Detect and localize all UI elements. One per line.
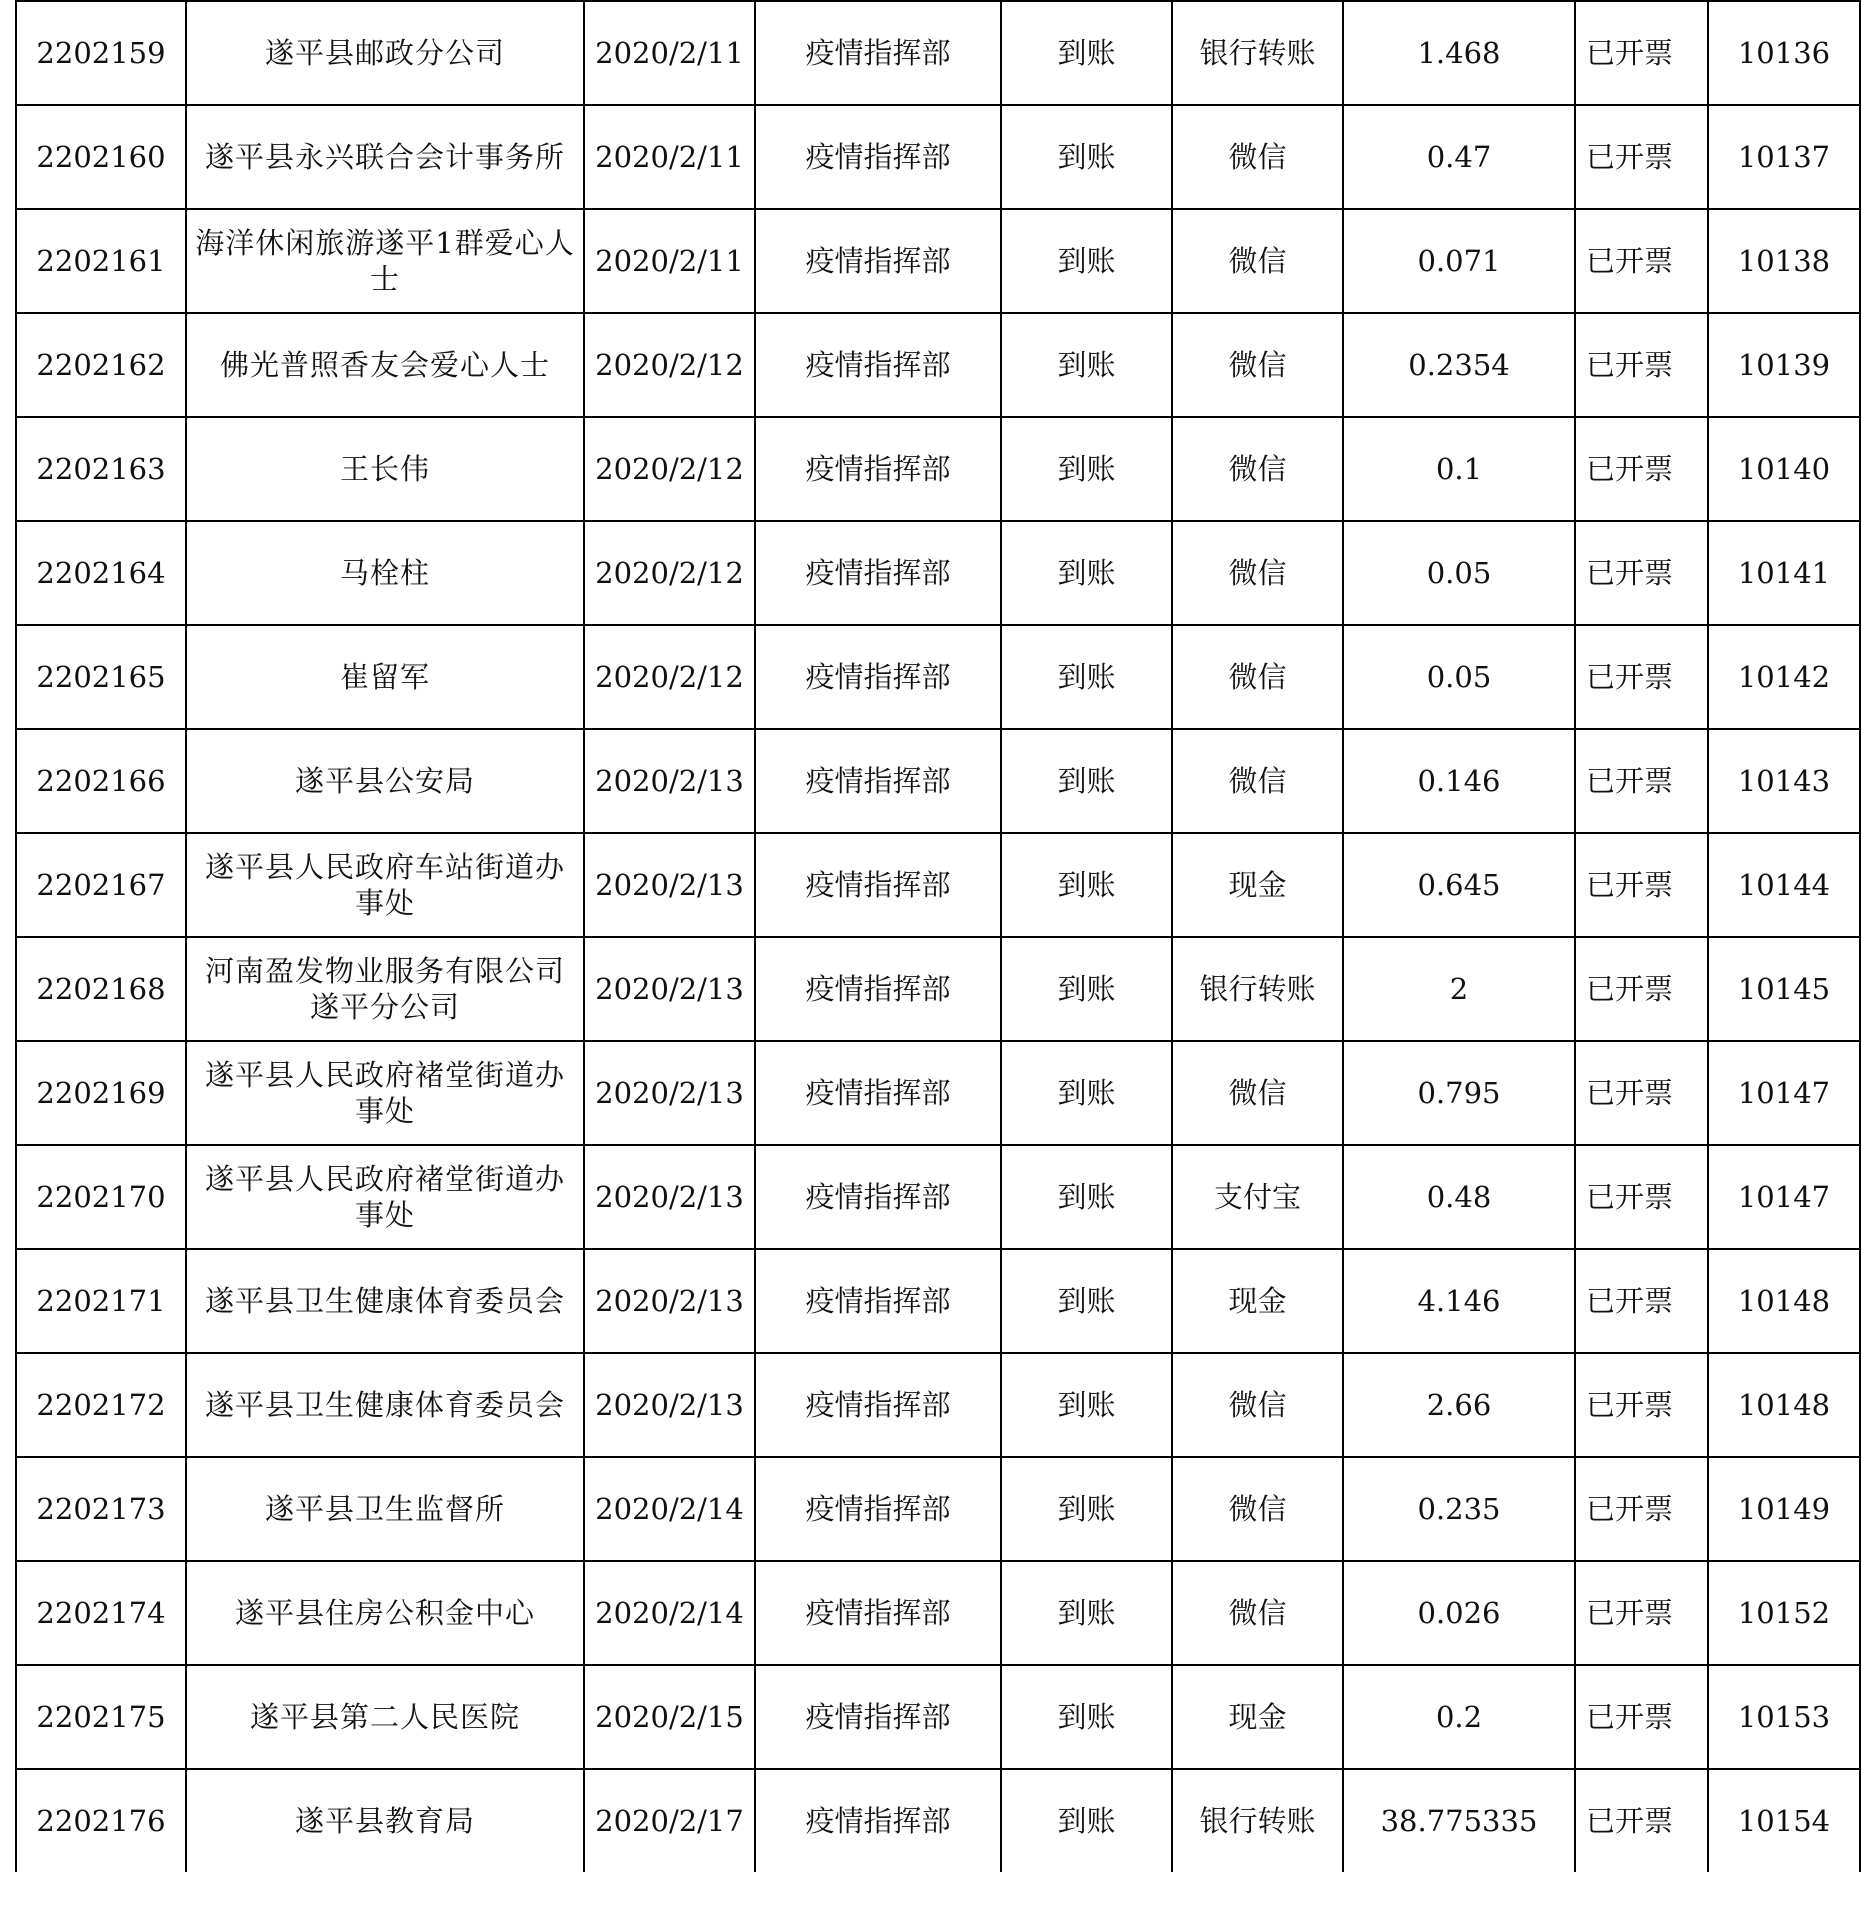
record-id-cell: 2202175 [16, 1665, 186, 1769]
invoice-status-cell: 已开票 [1575, 209, 1708, 313]
date-cell: 2020/2/15 [584, 1665, 755, 1769]
date-cell: 2020/2/13 [584, 1353, 755, 1457]
invoice-status-cell: 已开票 [1575, 1665, 1708, 1769]
table-row [16, 209, 1860, 313]
payment-method-cell: 微信 [1172, 1457, 1343, 1561]
donor-name-cell: 遂平县永兴联合会计事务所 [186, 105, 584, 209]
date-cell: 2020/2/14 [584, 1561, 755, 1665]
invoice-status-cell: 已开票 [1575, 521, 1708, 625]
receipt-number-cell: 10154 [1708, 1769, 1860, 1872]
department-cell: 疫情指挥部 [755, 729, 1001, 833]
donor-name-cell: 海洋休闲旅游遂平1群爱心人士 [186, 209, 584, 313]
table-row [16, 1561, 1860, 1665]
invoice-status-cell: 已开票 [1575, 417, 1708, 521]
invoice-status-cell: 已开票 [1575, 937, 1708, 1041]
payment-method-cell: 微信 [1172, 521, 1343, 625]
table-row [16, 1457, 1860, 1561]
amount-cell: 0.235 [1343, 1457, 1575, 1561]
amount-cell: 0.48 [1343, 1145, 1575, 1249]
date-cell: 2020/2/13 [584, 729, 755, 833]
record-id-cell: 2202170 [16, 1145, 186, 1249]
department-cell: 疫情指挥部 [755, 1145, 1001, 1249]
record-id-cell: 2202161 [16, 209, 186, 313]
donor-name-cell: 遂平县人民政府车站街道办事处 [186, 833, 584, 937]
amount-cell: 2.66 [1343, 1353, 1575, 1457]
department-cell: 疫情指挥部 [755, 1041, 1001, 1145]
record-id-cell: 2202173 [16, 1457, 186, 1561]
date-cell: 2020/2/17 [584, 1769, 755, 1872]
record-id-cell: 2202166 [16, 729, 186, 833]
status-cell: 到账 [1001, 209, 1172, 313]
status-cell: 到账 [1001, 729, 1172, 833]
amount-cell: 4.146 [1343, 1249, 1575, 1353]
table-row [16, 313, 1860, 417]
amount-cell: 0.1 [1343, 417, 1575, 521]
status-cell: 到账 [1001, 937, 1172, 1041]
invoice-status-cell: 已开票 [1575, 1457, 1708, 1561]
payment-method-cell: 银行转账 [1172, 1769, 1343, 1872]
invoice-status-cell: 已开票 [1575, 1249, 1708, 1353]
payment-method-cell: 微信 [1172, 625, 1343, 729]
receipt-number-cell: 10153 [1708, 1665, 1860, 1769]
receipt-number-cell: 10144 [1708, 833, 1860, 937]
record-id-cell: 2202164 [16, 521, 186, 625]
record-id-cell: 2202167 [16, 833, 186, 937]
department-cell: 疫情指挥部 [755, 521, 1001, 625]
receipt-number-cell: 10152 [1708, 1561, 1860, 1665]
record-id-cell: 2202171 [16, 1249, 186, 1353]
receipt-number-cell: 10140 [1708, 417, 1860, 521]
record-id-cell: 2202176 [16, 1769, 186, 1872]
table-row [16, 833, 1860, 937]
payment-method-cell: 银行转账 [1172, 937, 1343, 1041]
amount-cell: 0.2 [1343, 1665, 1575, 1769]
table-row [16, 1, 1860, 105]
receipt-number-cell: 10143 [1708, 729, 1860, 833]
date-cell: 2020/2/11 [584, 105, 755, 209]
status-cell: 到账 [1001, 313, 1172, 417]
receipt-number-cell: 10148 [1708, 1353, 1860, 1457]
department-cell: 疫情指挥部 [755, 417, 1001, 521]
record-id-cell: 2202159 [16, 1, 186, 105]
payment-method-cell: 现金 [1172, 833, 1343, 937]
status-cell: 到账 [1001, 105, 1172, 209]
date-cell: 2020/2/12 [584, 313, 755, 417]
status-cell: 到账 [1001, 625, 1172, 729]
invoice-status-cell: 已开票 [1575, 313, 1708, 417]
status-cell: 到账 [1001, 1457, 1172, 1561]
department-cell: 疫情指挥部 [755, 313, 1001, 417]
status-cell: 到账 [1001, 1665, 1172, 1769]
donor-name-cell: 遂平县邮政分公司 [186, 1, 584, 105]
date-cell: 2020/2/11 [584, 1, 755, 105]
table-row [16, 1249, 1860, 1353]
department-cell: 疫情指挥部 [755, 937, 1001, 1041]
table-body [16, 1, 1860, 1872]
donor-name-cell: 遂平县卫生监督所 [186, 1457, 584, 1561]
status-cell: 到账 [1001, 1353, 1172, 1457]
donor-name-cell: 遂平县第二人民医院 [186, 1665, 584, 1769]
receipt-number-cell: 10142 [1708, 625, 1860, 729]
record-id-cell: 2202174 [16, 1561, 186, 1665]
receipt-number-cell: 10138 [1708, 209, 1860, 313]
date-cell: 2020/2/11 [584, 209, 755, 313]
amount-cell: 0.071 [1343, 209, 1575, 313]
payment-method-cell: 现金 [1172, 1665, 1343, 1769]
amount-cell: 0.795 [1343, 1041, 1575, 1145]
date-cell: 2020/2/13 [584, 1145, 755, 1249]
donor-name-cell: 河南盈发物业服务有限公司遂平分公司 [186, 937, 584, 1041]
receipt-number-cell: 10141 [1708, 521, 1860, 625]
table-row [16, 1041, 1860, 1145]
department-cell: 疫情指挥部 [755, 833, 1001, 937]
payment-method-cell: 微信 [1172, 1353, 1343, 1457]
donor-name-cell: 遂平县公安局 [186, 729, 584, 833]
table-row [16, 105, 1860, 209]
amount-cell: 0.146 [1343, 729, 1575, 833]
receipt-number-cell: 10147 [1708, 1145, 1860, 1249]
payment-method-cell: 微信 [1172, 209, 1343, 313]
invoice-status-cell: 已开票 [1575, 105, 1708, 209]
record-id-cell: 2202169 [16, 1041, 186, 1145]
record-id-cell: 2202163 [16, 417, 186, 521]
date-cell: 2020/2/13 [584, 833, 755, 937]
status-cell: 到账 [1001, 1561, 1172, 1665]
payment-method-cell: 微信 [1172, 729, 1343, 833]
department-cell: 疫情指挥部 [755, 1, 1001, 105]
payment-method-cell: 微信 [1172, 417, 1343, 521]
table-row [16, 521, 1860, 625]
department-cell: 疫情指挥部 [755, 1561, 1001, 1665]
date-cell: 2020/2/13 [584, 937, 755, 1041]
payment-method-cell: 微信 [1172, 105, 1343, 209]
payment-method-cell: 银行转账 [1172, 1, 1343, 105]
invoice-status-cell: 已开票 [1575, 1, 1708, 105]
receipt-number-cell: 10147 [1708, 1041, 1860, 1145]
amount-cell: 38.775335 [1343, 1769, 1575, 1872]
amount-cell: 0.05 [1343, 521, 1575, 625]
date-cell: 2020/2/12 [584, 417, 755, 521]
department-cell: 疫情指挥部 [755, 1457, 1001, 1561]
department-cell: 疫情指挥部 [755, 1353, 1001, 1457]
receipt-number-cell: 10139 [1708, 313, 1860, 417]
invoice-status-cell: 已开票 [1575, 1145, 1708, 1249]
donor-name-cell: 遂平县教育局 [186, 1769, 584, 1872]
receipt-number-cell: 10137 [1708, 105, 1860, 209]
department-cell: 疫情指挥部 [755, 105, 1001, 209]
amount-cell: 1.468 [1343, 1, 1575, 105]
status-cell: 到账 [1001, 417, 1172, 521]
status-cell: 到账 [1001, 1041, 1172, 1145]
table-row [16, 417, 1860, 521]
amount-cell: 2 [1343, 937, 1575, 1041]
donor-name-cell: 马栓柱 [186, 521, 584, 625]
donor-name-cell: 遂平县住房公积金中心 [186, 1561, 584, 1665]
record-id-cell: 2202168 [16, 937, 186, 1041]
amount-cell: 0.2354 [1343, 313, 1575, 417]
receipt-number-cell: 10145 [1708, 937, 1860, 1041]
status-cell: 到账 [1001, 1769, 1172, 1872]
receipt-number-cell: 10149 [1708, 1457, 1860, 1561]
payment-method-cell: 微信 [1172, 1561, 1343, 1665]
date-cell: 2020/2/12 [584, 521, 755, 625]
receipt-number-cell: 10148 [1708, 1249, 1860, 1353]
donor-name-cell: 王长伟 [186, 417, 584, 521]
department-cell: 疫情指挥部 [755, 625, 1001, 729]
table-row [16, 1769, 1860, 1872]
status-cell: 到账 [1001, 1, 1172, 105]
department-cell: 疫情指挥部 [755, 1249, 1001, 1353]
table-row [16, 1665, 1860, 1769]
invoice-status-cell: 已开票 [1575, 1769, 1708, 1872]
amount-cell: 0.47 [1343, 105, 1575, 209]
amount-cell: 0.645 [1343, 833, 1575, 937]
status-cell: 到账 [1001, 521, 1172, 625]
donor-name-cell: 遂平县人民政府褚堂街道办事处 [186, 1145, 584, 1249]
donor-name-cell: 佛光普照香友会爱心人士 [186, 313, 584, 417]
department-cell: 疫情指挥部 [755, 209, 1001, 313]
department-cell: 疫情指挥部 [755, 1665, 1001, 1769]
status-cell: 到账 [1001, 833, 1172, 937]
record-id-cell: 2202160 [16, 105, 186, 209]
payment-method-cell: 支付宝 [1172, 1145, 1343, 1249]
donor-name-cell: 遂平县人民政府褚堂街道办事处 [186, 1041, 584, 1145]
receipt-number-cell: 10136 [1708, 1, 1860, 105]
table-row [16, 1145, 1860, 1249]
amount-cell: 0.026 [1343, 1561, 1575, 1665]
invoice-status-cell: 已开票 [1575, 625, 1708, 729]
record-id-cell: 2202162 [16, 313, 186, 417]
date-cell: 2020/2/13 [584, 1041, 755, 1145]
date-cell: 2020/2/14 [584, 1457, 755, 1561]
invoice-status-cell: 已开票 [1575, 729, 1708, 833]
date-cell: 2020/2/12 [584, 625, 755, 729]
department-cell: 疫情指挥部 [755, 1769, 1001, 1872]
payment-method-cell: 微信 [1172, 1041, 1343, 1145]
date-cell: 2020/2/13 [584, 1249, 755, 1353]
table-row [16, 937, 1860, 1041]
record-id-cell: 2202172 [16, 1353, 186, 1457]
table-row [16, 625, 1860, 729]
invoice-status-cell: 已开票 [1575, 1041, 1708, 1145]
status-cell: 到账 [1001, 1249, 1172, 1353]
donor-name-cell: 崔留军 [186, 625, 584, 729]
status-cell: 到账 [1001, 1145, 1172, 1249]
donor-name-cell: 遂平县卫生健康体育委员会 [186, 1353, 584, 1457]
payment-method-cell: 现金 [1172, 1249, 1343, 1353]
payment-method-cell: 微信 [1172, 313, 1343, 417]
amount-cell: 0.05 [1343, 625, 1575, 729]
record-id-cell: 2202165 [16, 625, 186, 729]
invoice-status-cell: 已开票 [1575, 833, 1708, 937]
donation-table [15, 0, 1861, 1872]
table-row [16, 1353, 1860, 1457]
invoice-status-cell: 已开票 [1575, 1561, 1708, 1665]
donor-name-cell: 遂平县卫生健康体育委员会 [186, 1249, 584, 1353]
invoice-status-cell: 已开票 [1575, 1353, 1708, 1457]
table-row [16, 729, 1860, 833]
